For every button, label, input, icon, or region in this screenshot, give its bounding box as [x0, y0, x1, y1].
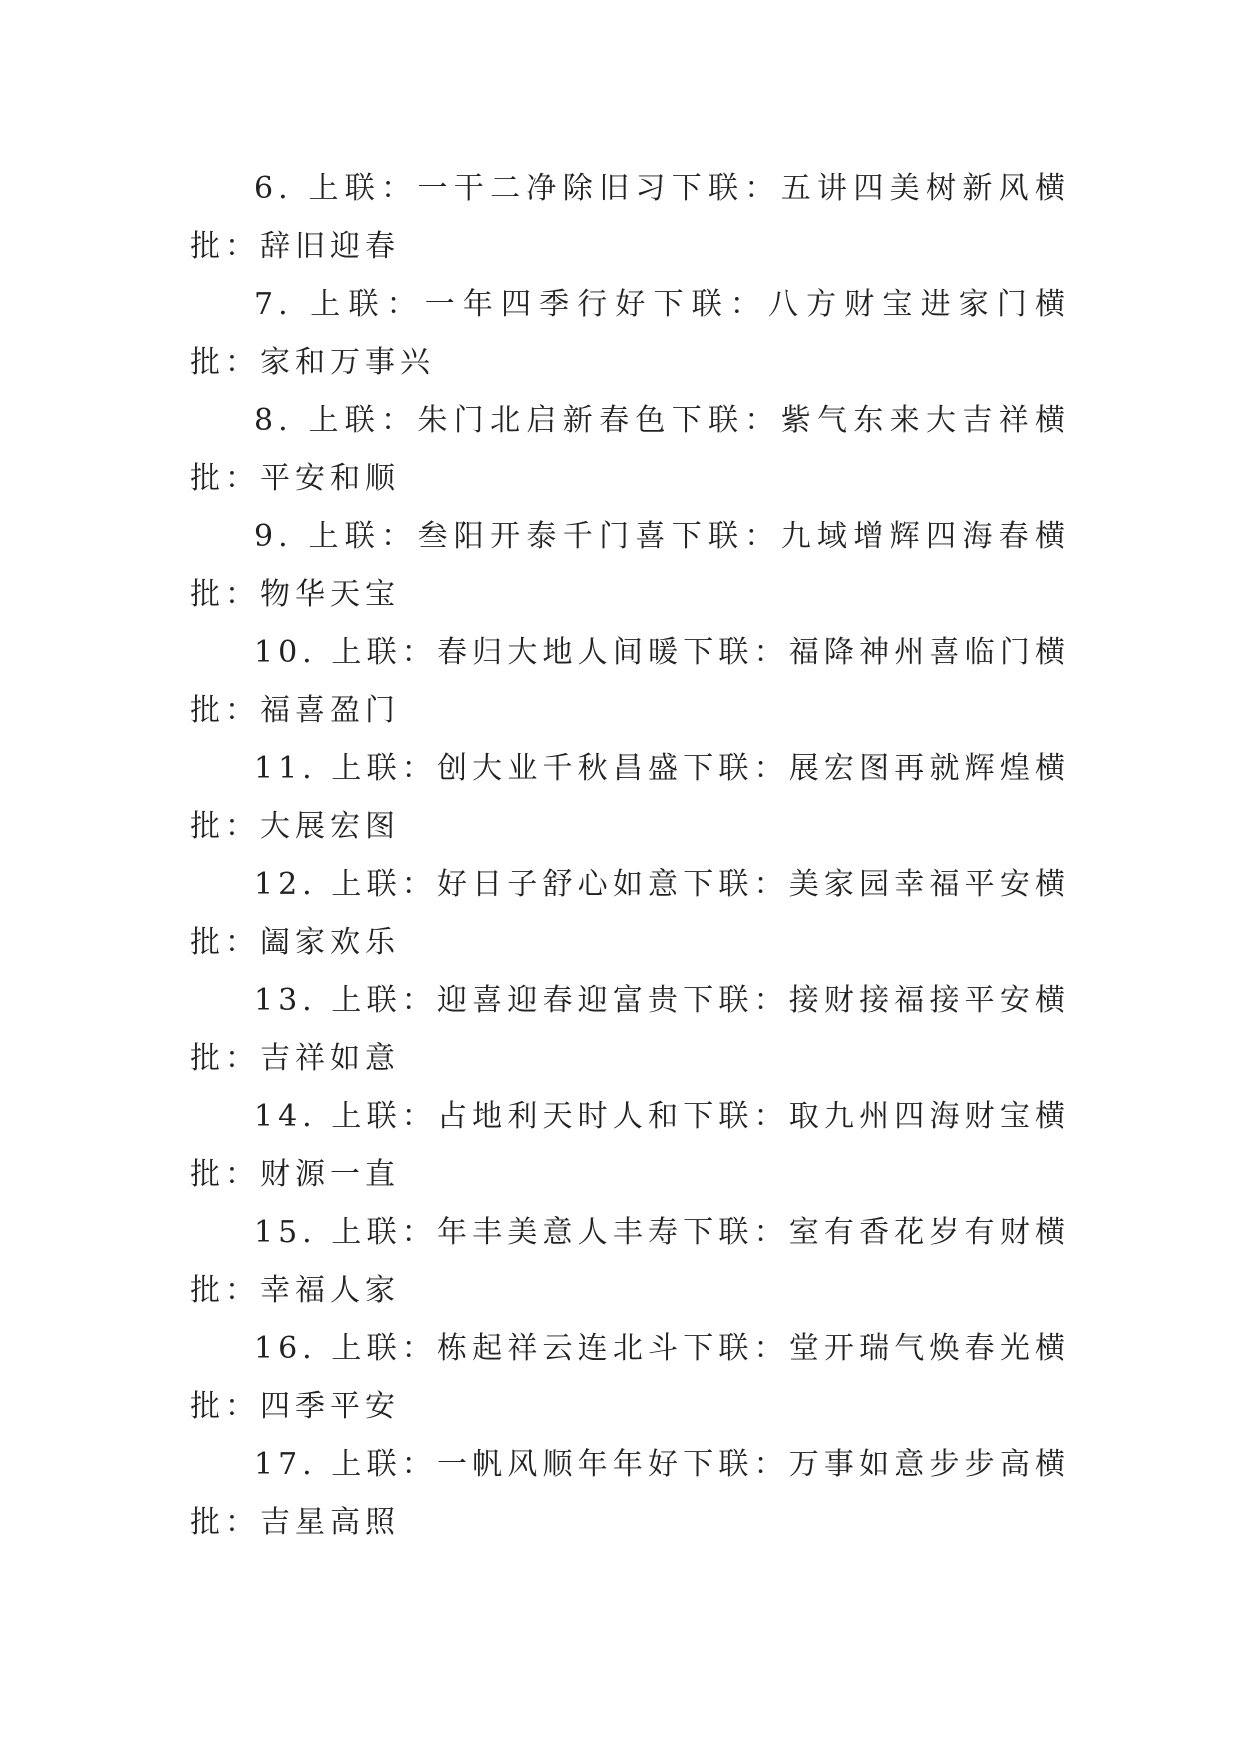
couplet-item-17: 17. 上联：一帆风顺年年好下联：万事如意步步高横批：吉星高照 [190, 1447, 1070, 1540]
couplet-item-6: 6. 上联：一干二净除旧习下联：五讲四美树新风横批：辞旧迎春 [190, 171, 1070, 264]
document-body [190, 160, 1070, 1552]
couplet-item-12: 12. 上联：好日子舒心如意下联：美家园幸福平安横批：阖家欢乐 [190, 867, 1070, 960]
couplet-item-7: 7. 上联：一年四季行好下联：八方财宝进家门横批：家和万事兴 [190, 287, 1070, 380]
couplet-item-13: 13. 上联：迎喜迎春迎富贵下联：接财接福接平安横批：吉祥如意 [190, 983, 1070, 1076]
couplet-item-15: 15. 上联：年丰美意人丰寿下联：室有香花岁有财横批：幸福人家 [190, 1215, 1070, 1308]
couplet-item-14: 14. 上联：占地利天时人和下联：取九州四海财宝横批：财源一直 [190, 1099, 1070, 1192]
couplet-item-11: 11. 上联：创大业千秋昌盛下联：展宏图再就辉煌横批：大展宏图 [190, 751, 1070, 844]
couplet-item-16: 16. 上联：栋起祥云连北斗下联：堂开瑞气焕春光横批：四季平安 [190, 1331, 1070, 1424]
couplet-item-9: 9. 上联：叁阳开泰千门喜下联：九域增辉四海春横批：物华天宝 [190, 519, 1070, 612]
couplet-item-10: 10. 上联：春归大地人间暖下联：福降神州喜临门横批：福喜盈门 [190, 635, 1070, 728]
couplet-item-8: 8. 上联：朱门北启新春色下联：紫气东来大吉祥横批：平安和顺 [190, 403, 1070, 496]
